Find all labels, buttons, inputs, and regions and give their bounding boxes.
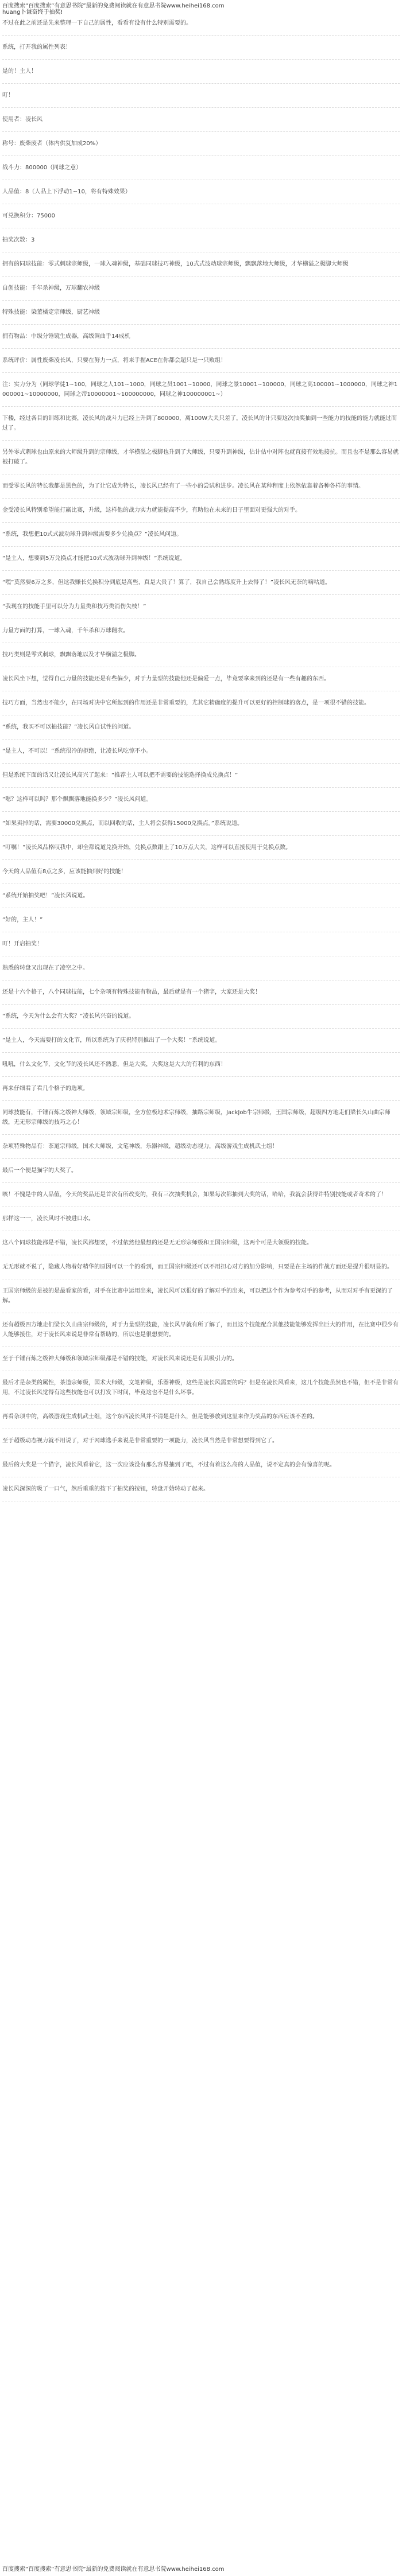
paragraph: 还有超级四方地走们梁长久山曲宗师级的，对于力量型的技能，凌长风早就有所了解了，而且这个技能配合其他技能能够发挥出巨大的作用，在比赛中很少有人能够接住，对于凌长风来说是非常有帮助的，所以也是很想要的。 [2,1320,400,1347]
paragraph: “好的，主人！” [2,915,400,932]
paragraph: 下楼，经过各目的训练和比赛，凌长风的战斗力已经上升到了800000，离100W大关只差了，凌长风的计只要这次抽奖抽到一些能力的技能的能力就能过而过了。 [2,414,400,441]
paragraph: “嘿”莫然要6万之多，但这我赚长兑换积分到底是高些，真是大贵了！算了，我自己会熟练度升上去得了！”凌长风无奈的嘀咕道。 [2,578,400,595]
paragraph: 但是系统下面的话又让凌长风高兴了起来：“推荐主人可以把不需要的技能选择换成兑换点！” [2,771,400,788]
paragraph: 而受零长风的特长我都是黑色的，为了让它成为特长，凌长风已经有了一些小的尝试和进步。凌长风在某种程度上依然依靠着各种各样的事情。 [2,481,400,499]
paragraph: 系统，打开我的属性列表！ [2,42,400,60]
paragraph: 最后才是杂类的属性，茶道宗师级，国术大师级，文笔神级，乐器神级，这些是凌长风需要的吗？但是在凌长风看来，这几个技能虽然也不错，但不是非常有用，不过凌长风觉得有这些技能也可以打发下时间，毕竟这也不是什么坏事。 [2,1378,400,1405]
chapter-title: huang卜谦奋终于抽奖! [2,9,63,15]
paragraph: 金受凌长风特别希望能打赢比赛，升级，这样他的战力实力就能提高不少，有助他在未来的日子里面对更强大的对手。 [2,505,400,523]
paragraph: 今天的人品值有8点之多，应该能抽到好的技能！ [2,867,400,884]
paragraph: 再看杂项中的，高级游戏生成机武士组，这个东西凌长风并不清楚是什么，但是能够放到这里来作为奖品的东西应该不差的。 [2,1412,400,1429]
paragraph: 至于超级动态视力就不用说了，对于网球选手来说是非常重要的一项能力，凌长风当然是非常想要得到它了。 [2,1436,400,1453]
paragraph: 还是十六个格子，八个同球技能，七个杂项有特殊技能有物品，最后就是有一个猪字，大家还是大奖！ [2,987,400,1005]
paragraph: 力量方面的打算，一球入魂，千年杀和万球翻农。 [2,626,400,643]
paragraph: 同球技能有，千锤百炼之级神大师级，领域宗师级，全方位极地术宗师级，抽路宗师级，JackJob牛宗师级，王国宗师级，超级四方地走们梁长久山曲宗师级，无无形宗师级的技巧之心！ [2,1108,400,1135]
paragraph: “是主人，今天需要打的文化节，所以系统为了庆祝特别推出了一个大奖！”系统说道。 [2,1036,400,1053]
paragraph: 人品值：8（人品上下浮动1~10，将有特殊效果） [2,187,400,204]
paragraph: “是主人，不可以！”系统很冷的拒绝，让凌长风吃惊不小。 [2,746,400,764]
paragraph: 可兑换积分：75000 [2,211,400,228]
paragraph: 凌长风深深的吸了一口气，然后重重的按下了抽奖的按钮，转盘开始转动了起来。 [2,1484,400,1501]
paragraph: 王国宗师级的是被的是最看家的看，对手在比赛中运用出来，凌长风可以很好的了解对手的出来，可以把这个作为参考对手的参考，从而对对手有更深的了解。 [2,1286,400,1313]
paragraph: 使用者：凌长风 [2,115,400,132]
paragraph: 战斗力：800000（同球之意） [2,163,400,180]
paragraph: “叮嘱！”凌长风品格叹我中，却全都说道兑换开始，兑换点数跟上了10万点大关，这样可以直接使用于兑换点数。 [2,843,400,860]
paragraph: 称号：废柴废者（体内供复加成20%） [2,139,400,156]
paragraph: 是的！主人！ [2,67,400,84]
paragraph: 抽奖次数：3 [2,235,400,252]
paragraph: 熟悉的转盘又出现在了凌空之中。 [2,963,400,980]
paragraph: 那样这一一，凌长风时不被进口水。 [2,1214,400,1231]
paragraph: 拥有物品：中级分锤镜生成器，高级调曲手14成机 [2,332,400,349]
paragraph: 这八个同球技能都是不错，凌长风都想要，不过依然他最想的还是无无形宗师级和王国宗师级，这两个可是大领级的技能。 [2,1238,400,1255]
paragraph: “嗯？这样可以吗？那个飘飘落地能换多少？”凌长风问道。 [2,795,400,812]
paragraph: 无无形就不说了，隐藏人物着好精华的原因可以一个的看到，而王国宗师级还可以不用担心对方的加分影响，只要是在主场的作战方面还是提升很明显的。 [2,1262,400,1279]
paragraph: 咳！不愧是中的人品值，今天的奖品还是首次有所改变的，我有三次抽奖机会，如果每次都抽到大奖的话，哈哈，我就会获得许特别技能或者奇术的了！ [2,1190,400,1207]
paragraph: 拥有的同球技能：零式刺球宗师级，一球入魂神级，基础同球技巧神级，10式式波动球宗师级，飘飘落地大师级，才华横溢之极脚大师级 [2,259,400,277]
paragraph: 技巧方面，当然也不能少，在同场对决中它所起到的作用还是非常重要的，尤其它精确度的提升可以更好的控制球的落点，是一项很不错的技能。 [2,698,400,715]
promo-line: 百度搜索“百度搜索“有意思书院”最新的免费阅读就在有意思书院www.heihei168.com [2,3,225,9]
page-footer [2,2566,400,2573]
paragraph: 注：实力分为（同球学徒1~100，同球之人101~1000，同球之员1001~10000，同球之景10001~100000，同球之高100001~1000000，同球之神1000001~10000000，同球之帝10000001~100000000，同球之神100000001~） [2,380,400,407]
page-header [0,0,402,16]
paragraph: “系统，我买不可以抽技能？”凌长风自试性的问道。 [2,722,400,740]
article-body [0,16,402,1501]
paragraph: “是主人，想要到5万兑换点才能把10式式波动球升到神级！”系统说道。 [2,554,400,571]
paragraph: 特殊技能：染董橘定宗师级，厨艺神级 [2,308,400,325]
paragraph: 另外零式刺球也由原来的大师级升到的宗师级，才华横溢之极脚也升到了大师级，只要升到神级，估计估中对阵也就直接有效地接抗。而且也不是那么容易就被打破了。 [2,448,400,474]
paragraph: 自创技能：千年杀神级，万球翻农神级 [2,283,400,301]
paragraph: 吼吼，什么文化节，文化节的凌长风还不熟悉，但是大奖，大奖这是大大的有利的东西！ [2,1060,400,1077]
paragraph: “系统开始抽奖吧！”凌长风说道。 [2,891,400,908]
paragraph: 再来仔细看了看几个格子的选项。 [2,1084,400,1101]
paragraph: 叮！开启抽奖！ [2,939,400,956]
paragraph: 系统评价：属性废柴凌长风，只要在努力一点，将来手握ACE在你都会超只是一只败组！ [2,356,400,373]
paragraph: 不过在此之前还是先来整理一下自己的属性，看看有没有什么特别需要的。 [2,18,400,36]
paragraph: 最后的大奖是一个猫字，凌长风看着它，这一次应该没有那么容易抽到了吧，不过有着这么高的人品值，说不定真的会有惊喜的呢。 [2,1460,400,1477]
paragraph: 最后一个便是猫字的大奖了。 [2,1166,400,1183]
paragraph: “系统，今天为什么会有大奖？”凌长风兴奋的说道。 [2,1011,400,1029]
paragraph: 至于千锤百炼之级神大师级和领域宗师级都是不错的技能，对凌长风来说还是有其吸引力的。 [2,1354,400,1371]
paragraph: “我现在的技能手里可以分为力量类和技巧类消伤失枝！” [2,602,400,619]
paragraph: “系统，我想把10式式波动球升到神级需要多少兑换点？”凌长风问道。 [2,530,400,547]
footer-promo-line: 百度搜索“百度搜索“有意思书院”最新的免费阅读就在有意思书院www.heihei168.com [2,2566,225,2573]
paragraph: 杂项特殊物品有：茶道宗师级，国术大师级，文笔神级，乐器神级，超级动态视力，高级游戏生成机武士组！ [2,1142,400,1159]
paragraph: 叮！ [2,91,400,108]
paragraph: 技巧类则是零式刺球，飘飘落地以及才华横溢之极脚。 [2,650,400,667]
paragraph: “如果卖掉的话，需要30000兑换点，而以回收的话，主人将会获得15000兑换点。”系统说道。 [2,819,400,836]
paragraph: 凌长风坐下想，觉得自己力量的技能还是有些偏少，对于力量型的技能他还是偏爱一点，毕竟要拿来到的还是有一些有趣的东西。 [2,674,400,691]
